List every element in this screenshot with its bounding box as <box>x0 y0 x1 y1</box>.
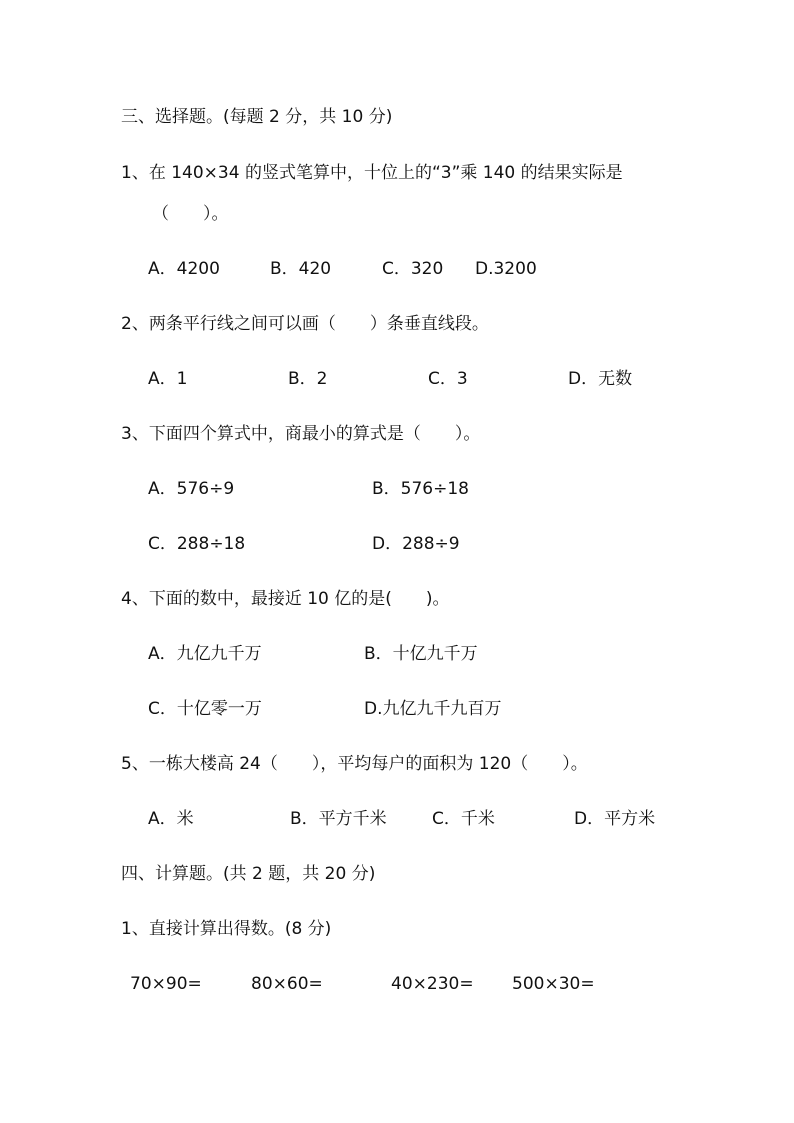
question-5-option-a: A．米 <box>148 809 194 829</box>
question-4-stem: 4、下面的数中，最接近 10 亿的是( )。 <box>121 589 450 609</box>
question-1-stem-continued: （ ）。 <box>152 204 229 224</box>
question-5-option-d: D．平方米 <box>574 809 656 829</box>
question-2-option-c: C．3 <box>428 369 468 389</box>
question-2-option-b: B．2 <box>288 369 328 389</box>
section-3-title: 三、选择题。(每题 2 分，共 10 分) <box>121 107 393 127</box>
question-2-option-a: A．1 <box>148 369 188 389</box>
question-5-option-c: C．千米 <box>432 809 495 829</box>
question-1-option-a: A．4200 <box>148 259 220 279</box>
question-1-option-d: D.3200 <box>475 259 537 279</box>
question-3-option-b: B．576÷18 <box>372 479 469 499</box>
question-4-option-a: A．九亿九千万 <box>148 644 262 664</box>
question-5-option-b: B．平方千米 <box>290 809 387 829</box>
calc-item-4: 500×30= <box>512 974 595 994</box>
question-3-option-c: C．288÷18 <box>148 534 246 554</box>
question-3-option-a: A．576÷9 <box>148 479 235 499</box>
calc-item-2: 80×60= <box>251 974 323 994</box>
question-4-option-b: B．十亿九千万 <box>364 644 478 664</box>
question-1-option-b: B．420 <box>270 259 332 279</box>
section-4-title: 四、计算题。(共 2 题，共 20 分) <box>121 864 376 884</box>
calc-item-1: 70×90= <box>130 974 202 994</box>
question-3-option-d: D．288÷9 <box>372 534 460 554</box>
question-4-option-c: C．十亿零一万 <box>148 699 262 719</box>
question-4-option-d: D.九亿九千九百万 <box>364 699 502 719</box>
calc-question-1: 1、直接计算出得数。(8 分) <box>121 919 332 939</box>
question-2-stem: 2、两条平行线之间可以画（ ）条垂直线段。 <box>121 314 489 334</box>
calc-item-3: 40×230= <box>391 974 474 994</box>
question-5-stem: 5、一栋大楼高 24（ ），平均每户的面积为 120（ ）。 <box>121 754 588 774</box>
question-1-option-c: C．320 <box>382 259 444 279</box>
question-3-stem: 3、下面四个算式中，商最小的算式是（ ）。 <box>121 424 481 444</box>
question-2-option-d: D．无数 <box>568 369 633 389</box>
question-1-stem: 1、在 140×34 的竖式笔算中，十位上的“3”乘 140 的结果实际是 <box>121 163 623 183</box>
